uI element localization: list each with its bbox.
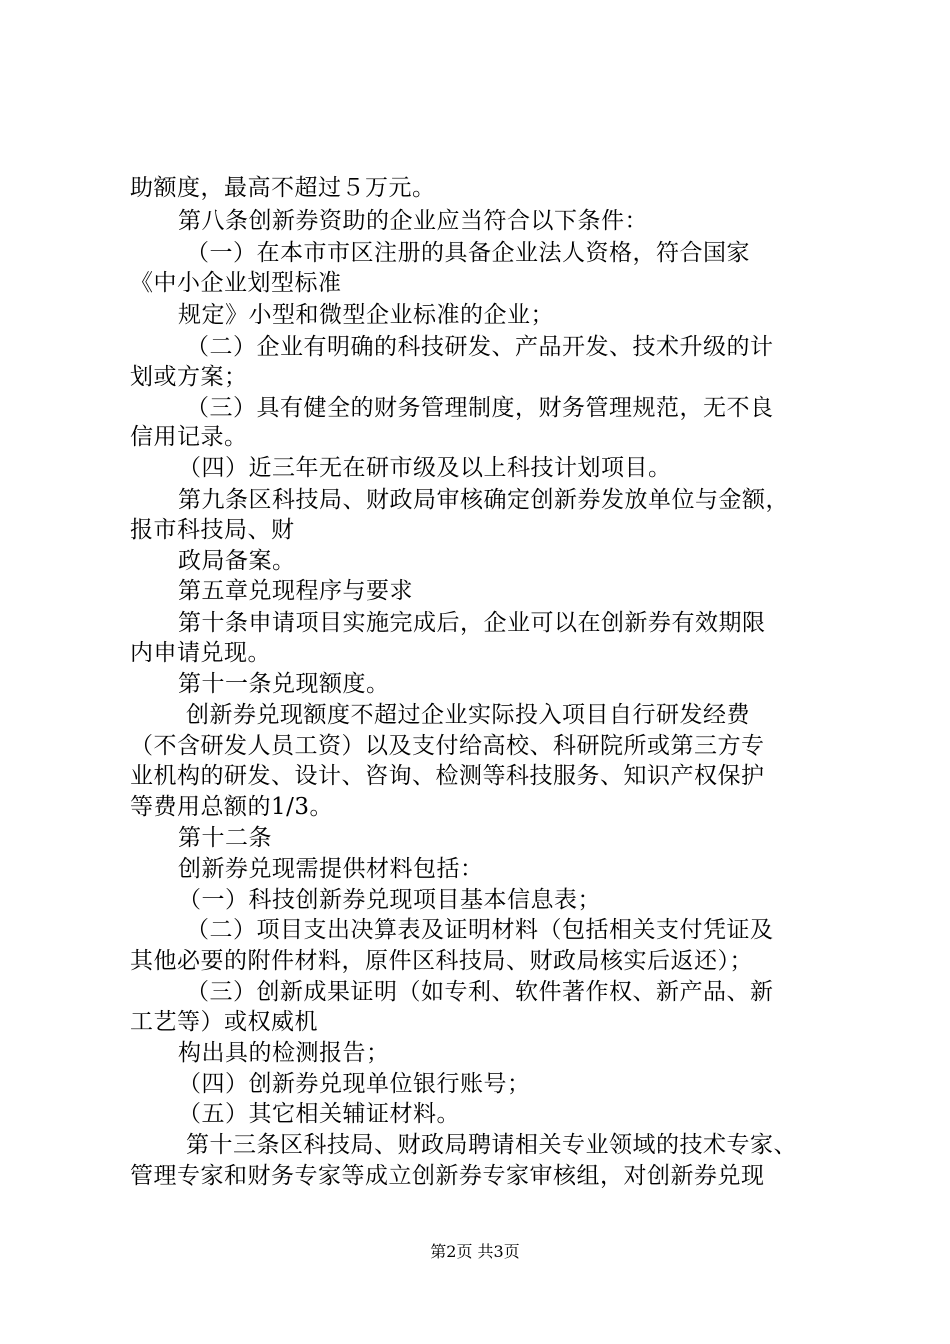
text-line: 业机构的研发、设计、咨询、检测等科技服务、知识产权保护	[130, 763, 765, 789]
text-line: 政局备案。	[178, 548, 296, 574]
text-line: 第九条区科技局、财政局审核确定创新券发放单位与金额，	[178, 487, 789, 513]
text-line: 第十条申请项目实施完成后，企业可以在创新券有效期限	[178, 610, 766, 636]
text-line: 《中小企业划型标准	[130, 270, 342, 296]
text-line: 内申请兑现。	[130, 640, 271, 666]
text-line: 第五章兑现程序与要求	[178, 578, 413, 604]
text-line: （一）科技创新券兑现项目基本信息表；	[178, 887, 601, 913]
text-line: （四）创新券兑现单位银行账号；	[178, 1071, 531, 1097]
text-line: 第十一条兑现额度。	[178, 671, 390, 697]
text-line: 管理专家和财务专家等成立创新券专家审核组，对创新券兑现	[130, 1163, 765, 1189]
text-line: 报市科技局、财	[130, 517, 295, 543]
text-line: 助额度，最高不超过５万元。	[130, 175, 436, 201]
text-line: （三）创新成果证明（如专利、软件著作权、新产品、新	[186, 979, 774, 1005]
text-line: 工艺等）或权威机	[130, 1009, 318, 1035]
text-line: （一）在本市市区注册的具备企业法人资格，符合国家	[186, 240, 750, 266]
text-line: （五）其它相关辅证材料。	[178, 1101, 460, 1127]
text-line: 第十二条	[178, 825, 272, 851]
text-line: 第八条创新券资助的企业应当符合以下条件：	[178, 208, 648, 234]
text-line: 第十三条区科技局、财政局聘请相关专业领域的技术专家、	[186, 1132, 797, 1158]
text-line: （三）具有健全的财务管理制度，财务管理规范，无不良	[186, 395, 774, 421]
text-line: （四）近三年无在研市级及以上科技计划项目。	[178, 455, 672, 481]
text-line: 划或方案；	[130, 364, 248, 390]
text-line: 规定》小型和微型企业标准的企业；	[178, 302, 554, 328]
text-line: 其他必要的附件材料，原件区科技局、财政局核实后返还）；	[130, 948, 753, 974]
text-line: 创新券兑现额度不超过企业实际投入项目自行研发经费	[186, 702, 750, 728]
text-line: 信用记录。	[130, 424, 248, 450]
text-line: （二）企业有明确的科技研发、产品开发、技术升级的计	[186, 334, 774, 360]
text-line: （二）项目支出决算表及证明材料（包括相关支付凭证及	[186, 917, 774, 943]
text-line: 等费用总额的1/3。	[130, 794, 334, 820]
text-line: （不含研发人员工资）以及支付给高校、科研院所或第三方专	[130, 733, 765, 759]
text-line: 创新券兑现需提供材料包括：	[178, 856, 484, 882]
text-line: 构出具的检测报告；	[178, 1040, 390, 1066]
page-number-footer: 第2页 共3页	[430, 1242, 520, 1261]
